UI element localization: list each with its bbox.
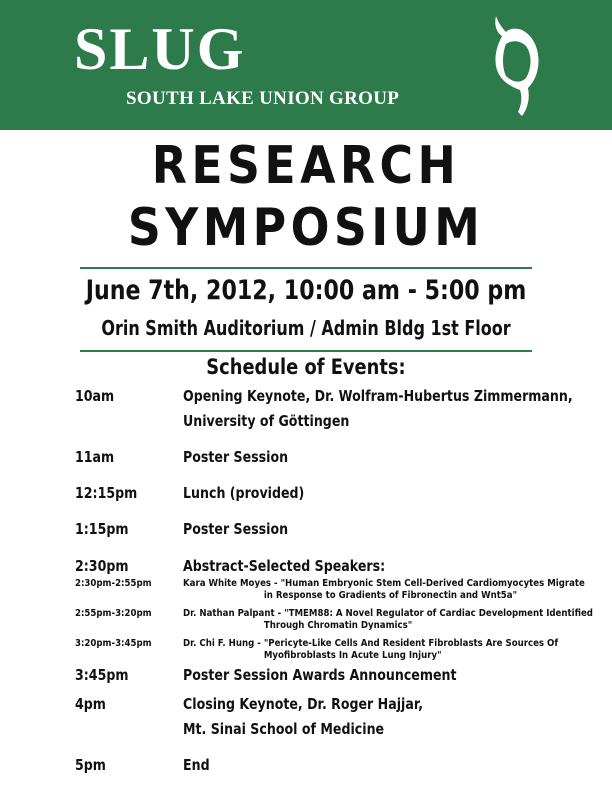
logo-wordmark: SLUG (74, 16, 246, 82)
logo-subtitle: SOUTH LAKE UNION GROUP (126, 88, 400, 109)
talk-time: 3:20pm-3:45pm (75, 638, 152, 649)
schedule-event: Poster Session (183, 448, 289, 466)
schedule-time: 10am (75, 387, 115, 405)
schedule-time: 5pm (75, 756, 106, 774)
title-line-1: RESEARCH (151, 136, 461, 196)
schedule-event-cont: University of Göttingen (183, 412, 350, 430)
schedule-event: Poster Session Awards Announcement (183, 666, 457, 684)
divider-top (80, 267, 532, 269)
schedule-heading: Schedule of Events: (206, 355, 406, 379)
schedule-time: 2:30pm (75, 557, 129, 575)
schedule-event: Opening Keynote, Dr. Wolfram-Hubertus Zimmermann, (183, 387, 573, 405)
talk-title-cont: Through Chromatin Dynamics" (263, 620, 413, 631)
schedule-event: End (183, 756, 210, 774)
schedule-time: 3:45pm (75, 666, 129, 684)
talk-title-cont: in Response to Gradients of Fibronectin and Wnt5a" (263, 590, 518, 601)
talk-title-cont: Myofibroblasts In Acute Lung Injury" (263, 650, 442, 661)
schedule-time: 12:15pm (75, 484, 138, 502)
schedule-event: Abstract-Selected Speakers: (183, 557, 386, 575)
talk-time: 2:55pm-3:20pm (75, 608, 152, 619)
schedule-event: Lunch (provided) (183, 484, 305, 502)
header-banner (0, 0, 612, 130)
event-location: Orin Smith Auditorium / Admin Bldg 1st Floor (101, 316, 511, 340)
talk-title: Dr. Chi F. Hung - "Pericyte-Like Cells And Resident Fibroblasts Are Sources Of (183, 638, 559, 649)
talk-title: Kara White Moyes - "Human Embryonic Stem Cell-Derived Cardiomyocytes Migrate (183, 578, 585, 589)
schedule-time: 1:15pm (75, 520, 129, 538)
talk-title: Dr. Nathan Palpant - "TMEM88: A Novel Regulator of Cardiac Development Identified (183, 608, 593, 619)
talk-time: 2:30pm-2:55pm (75, 578, 152, 589)
event-date-time: June 7th, 2012, 10:00 am - 5:00 pm (85, 275, 527, 306)
title-line-2: SYMPOSIUM (127, 198, 485, 258)
schedule-time: 11am (75, 448, 115, 466)
schedule-event: Poster Session (183, 520, 289, 538)
schedule-time: 4pm (75, 695, 106, 713)
schedule-event-cont: Mt. Sinai School of Medicine (183, 720, 385, 738)
schedule-event: Closing Keynote, Dr. Roger Hajjar, (183, 695, 424, 713)
bird-head-outline-icon (486, 14, 554, 120)
